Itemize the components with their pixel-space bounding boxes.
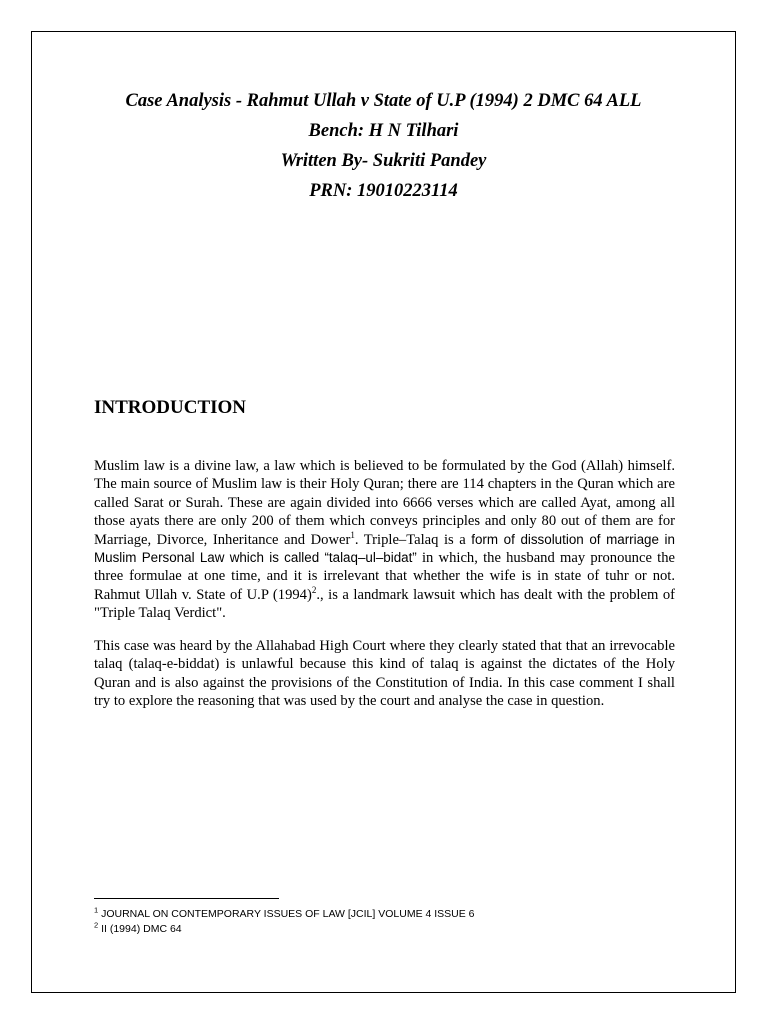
introduction-paragraph-2: This case was heard by the Allahabad High Court where they clearly stated that that an irrevocable talaq (talaq-e-biddat) is unlawful because this kind of talaq is against the dictates of the Holy Quran and is also against the provisions of the Constitution of India. In this case comment I shall try to explore the reasoning that was used by the court and analyse the case in question. xyxy=(94,638,675,710)
footnote-text: II (1994) DMC 64 xyxy=(101,923,182,935)
case-title: Case Analysis - Rahmut Ullah v State of U.P (1994) 2 DMC 64 ALL xyxy=(125,91,642,111)
footnote-separator xyxy=(94,898,279,899)
footnote-2 xyxy=(94,922,475,937)
paragraph-text: in which, the husband may pronounce the three formulae at one time, and it is irrelevant that whether the wife is in state of tuhr or not. Rahmut Ullah v. State of U.P (1994) xyxy=(94,550,675,603)
title-block xyxy=(31,86,736,206)
paragraph-text: form of dissolution of marriage in Muslim Personal Law which is called “talaq–ul–bidat” xyxy=(94,531,675,566)
author-line: Written By- Sukriti Pandey xyxy=(280,151,487,171)
footnote-reference-2[interactable]: 2 xyxy=(311,584,317,595)
footnote-1 xyxy=(94,907,475,922)
paragraph-text: Muslim law is a divine law, a law which is believed to be formulated by the God (Allah) himself. The main source of Muslim law is their Holy Quran; there are 114 chapters in the Quran which are called Sarat or Surah. These are again divided into 6666 verses which are called Ayat, among all those ayats there are only 200 of them which conveys principles and only 80 out of them are for Marriage, Divorce, Inheritance and Dower xyxy=(94,458,675,548)
footnotes xyxy=(94,907,475,937)
footnote-text: JOURNAL ON CONTEMPORARY ISSUES OF LAW [JCIL] VOLUME 4 ISSUE 6 xyxy=(101,908,475,920)
paragraph-text: ., is a landmark lawsuit which has dealt with the problem of "Triple Talaq Verdict". xyxy=(94,586,675,622)
introduction-paragraph-1 xyxy=(94,457,675,623)
bench-line: Bench: H N Tilhari xyxy=(308,121,459,141)
paragraph-text: . Triple–Talaq is a xyxy=(354,531,472,548)
section-heading-introduction: INTRODUCTION xyxy=(94,397,247,418)
footnote-marker: 1 xyxy=(94,905,99,915)
footnote-reference-1[interactable]: 1 xyxy=(350,529,355,540)
footnote-marker: 2 xyxy=(94,920,99,930)
prn-line: PRN: 19010223114 xyxy=(309,181,458,201)
